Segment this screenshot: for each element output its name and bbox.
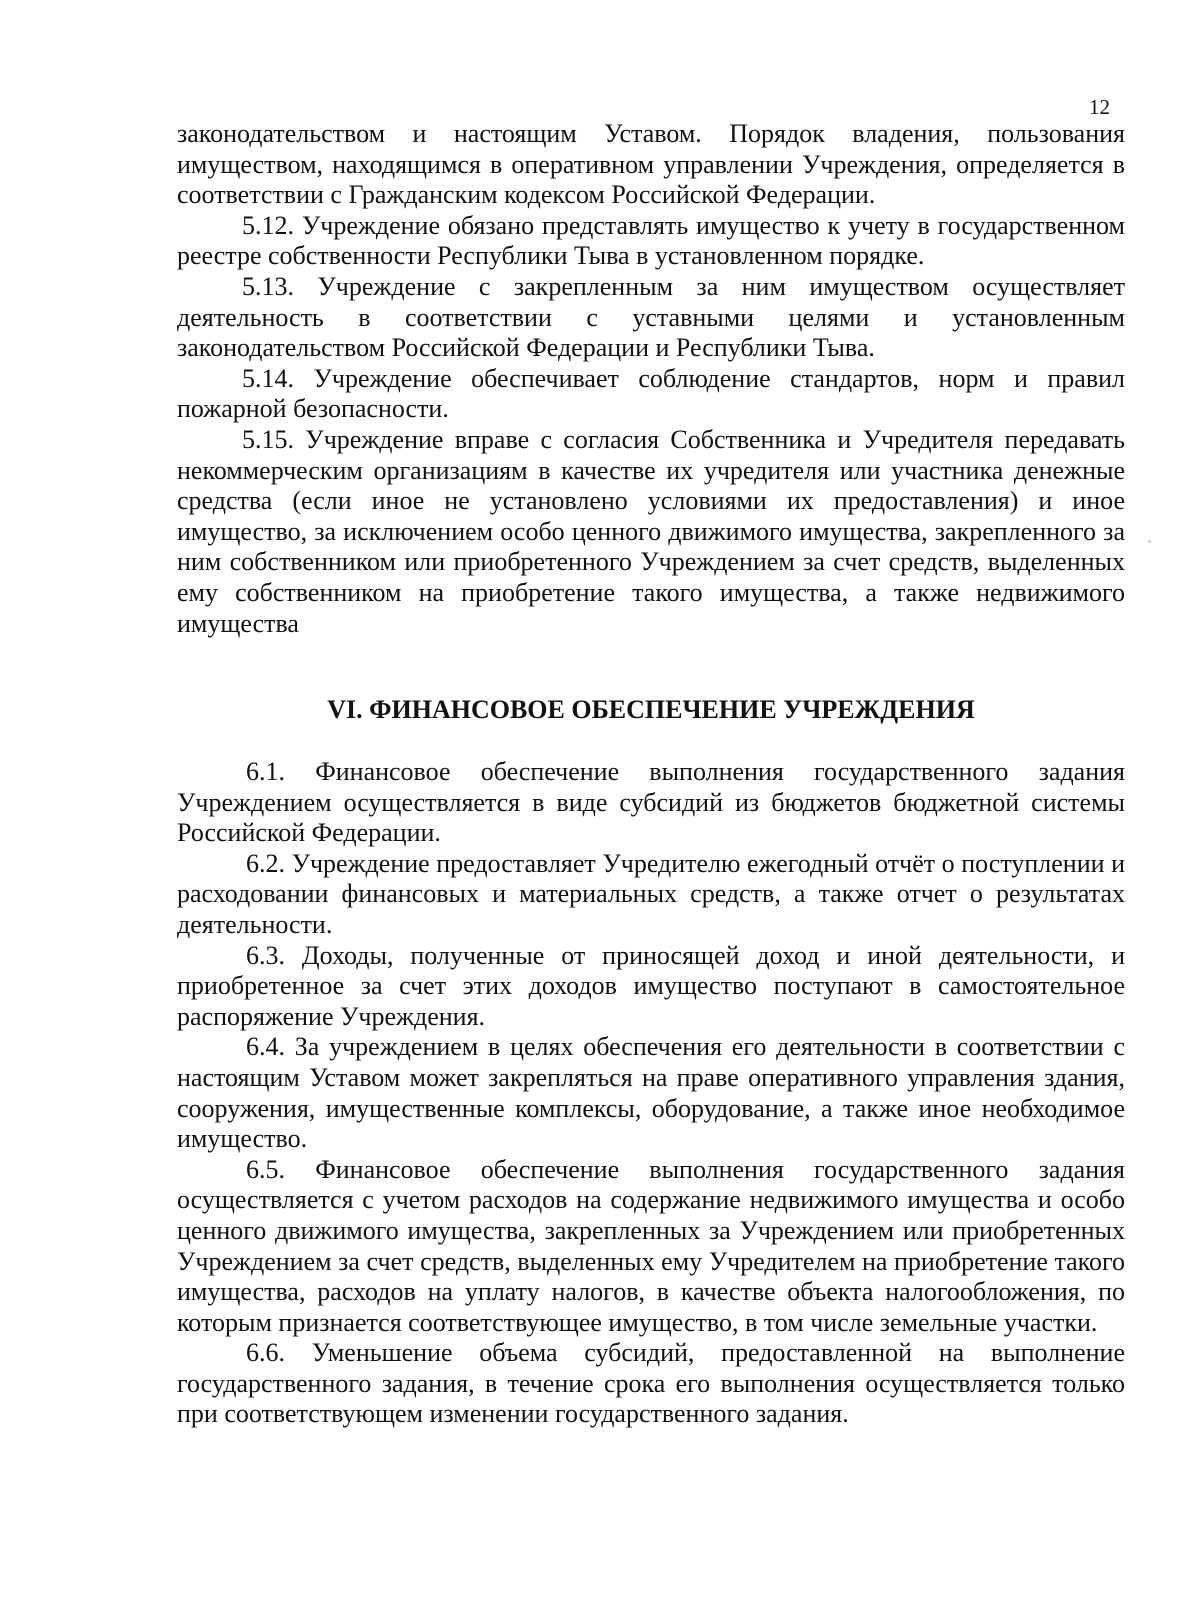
paragraph-6-4: 6.4. За учреждением в целях обеспечения его деятельности в соответствии с настоящим Уставом может закрепляться на праве оперативного управления здания, сооружения, имущественные комплексы, оборудование, а также иное необходимое имущество. <box>177 1032 1125 1154</box>
scan-speck <box>1148 540 1151 543</box>
section-5-body <box>177 119 1125 639</box>
paragraph-5-14: 5.14. Учреждение обеспечивает соблюдение стандартов, норм и правил пожарной безопасности. <box>177 363 1125 424</box>
paragraph-5-13: 5.13. Учреждение с закрепленным за ним имуществом осуществляет деятельность в соответствии с уставными целями и установленным законодательством Российской Федерации и Республики Тыва. <box>177 271 1125 363</box>
paragraph-6-2: 6.2. Учреждение предоставляет Учредителю ежегодный отчёт о поступлении и расходовании финансовых и материальных средств, а также отчет о результатах деятельности. <box>177 848 1125 939</box>
paragraph-6-3: 6.3. Доходы, полученные от приносящей доход и иной деятельности, и приобретенное за счет этих доходов имущество поступают в самостоятельное распоряжение Учреждения. <box>177 940 1125 1031</box>
section-6-heading: VI. ФИНАНСОВОЕ ОБЕСПЕЧЕНИЕ УЧРЕЖДЕНИЯ <box>327 695 975 724</box>
page-number: 12 <box>1089 95 1110 119</box>
paragraph-5-15: 5.15. Учреждение вправе с согласия Собственника и Учредителя передавать некоммерческим организациям в качестве их учредителя или участника денежные средства (если иное не установлено условиями их предоставления) и иное имущество, за исключением особо ценного движимого имущества, закрепленного за ним собственником или приобретенного Учреждением за счет средств, выделенных ему собственником на приобретение такого имущества, а также недвижимого имущества <box>177 424 1125 638</box>
paragraph-5-12: 5.12. Учреждение обязано представлять имущество к учету в государственном реестре собственности Республики Тыва в установленном порядке. <box>177 210 1125 271</box>
paragraph-6-6: 6.6. Уменьшение объема субсидий, предоставленной на выполнение государственного задания, в течение срока его выполнения осуществляется только при соответствующем изменении государственного задания. <box>177 1338 1125 1429</box>
paragraph-6-5: 6.5. Финансовое обеспечение выполнения государственного задания осуществляется с учетом расходов на содержание недвижимого имущества и особо ценного движимого имущества, закрепленных за Учреждением или приобретенных Учреждением за счет средств, выделенных ему Учредителем на приобретение такого имущества, расходов на уплату налогов, в качестве объекта налогообложения, по которым признается соответствующее имущество, в том числе земельные участки. <box>177 1154 1125 1337</box>
paragraph-6-1: 6.1. Финансовое обеспечение выполнения государственного задания Учреждением осуществляется в виде субсидий из бюджетов бюджетной системы Российской Федерации. <box>177 757 1125 848</box>
section-6-body <box>177 757 1125 1430</box>
paragraph-continuation: законодательством и настоящим Уставом. Порядок владения, пользования имуществом, находящимся в оперативном управлении Учреждения, определяется в соответствии с Гражданским кодексом Российской Федерации. <box>177 119 1125 210</box>
